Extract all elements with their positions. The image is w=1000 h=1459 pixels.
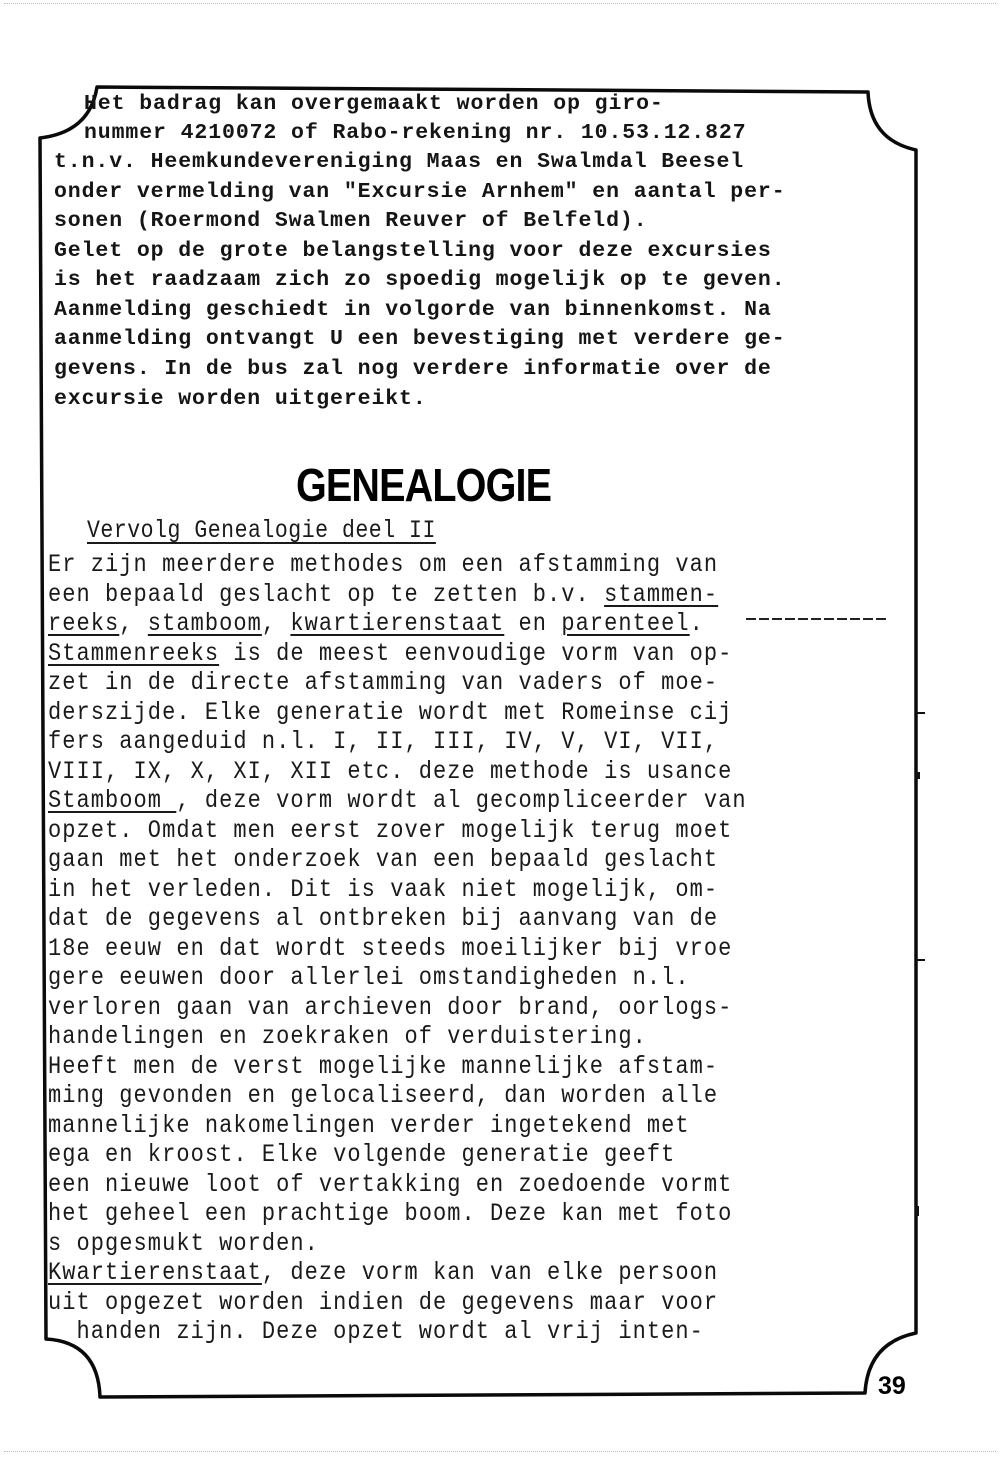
body-line: gere eeuwen door allerlei omstandigheden n.l. bbox=[48, 963, 690, 992]
body-line: het geheel een prachtige boom. Deze kan met foto bbox=[48, 1199, 733, 1228]
text: is de meest eenvoudige vorm van op- bbox=[219, 639, 733, 668]
text: , deze vorm kan van elke persoon bbox=[261, 1258, 719, 1287]
body-line: VIII, IX, X, XI, XII etc. deze methode is usance bbox=[48, 757, 733, 786]
term-kwartierenstaat: Kwartierenstaat bbox=[48, 1258, 262, 1287]
announcement-line: Aanmelding geschiedt in volgorde van binnenkomst. Na bbox=[54, 298, 772, 322]
body-line: gaan met het onderzoek van een bepaald geslacht bbox=[48, 845, 719, 874]
body-line: Heeft men de verst mogelijke mannelijke afstam- bbox=[48, 1052, 719, 1081]
announcement-line: t.n.v. Heemkundevereniging Maas en Swalmdal Beesel bbox=[54, 150, 745, 174]
term-kwartierenstaat: kwartierenstaat bbox=[290, 609, 505, 638]
margin-mark bbox=[915, 772, 920, 779]
announcement-line: gevens. In de bus zal nog verdere informatie over de bbox=[54, 357, 772, 381]
announcement-line: excursie worden uitgereikt. bbox=[54, 387, 427, 411]
body-line: een nieuwe loot of vertakking en zoedoende vormt bbox=[48, 1170, 733, 1199]
announcement-line: aanmelding ontvangt U een bevestiging met verdere ge- bbox=[54, 327, 786, 351]
announcement-line: is het raadzaam zich zo spoedig mogelijk op te geven. bbox=[54, 268, 786, 292]
margin-mark bbox=[915, 1206, 919, 1216]
body-line: verloren gaan van archieven door brand, oorlogs- bbox=[48, 993, 733, 1022]
text: , bbox=[119, 609, 148, 638]
body-line bbox=[48, 609, 704, 638]
body-line: s opgesmukt worden. bbox=[48, 1229, 319, 1258]
text: , deze vorm wordt al gecompliceerder van bbox=[176, 786, 747, 815]
term-stamboom: stamboom bbox=[147, 609, 262, 638]
announcement-line: Gelet op de grote belangstelling voor deze excursies bbox=[54, 239, 772, 263]
body-line bbox=[48, 639, 732, 668]
term-reeks: reeks bbox=[48, 609, 120, 638]
scan-edge-bottom bbox=[4, 1451, 996, 1453]
body-line: Er zijn meerdere methodes om een afstamming van bbox=[48, 550, 719, 579]
body-line: fers aangeduid n.l. I, II, III, IV, V, VI, VII, bbox=[48, 727, 719, 756]
announcement-line: sonen (Roermond Swalmen Reuver of Belfeld). bbox=[54, 209, 648, 233]
announcement-line: nummer 4210072 of Rabo-rekening nr. 10.53.12.827 bbox=[84, 121, 747, 145]
announcement-line: Het badrag kan overgemaakt worden op giro- bbox=[84, 92, 664, 116]
text: een bepaald geslacht op te zetten b.v. bbox=[48, 580, 605, 609]
body-line: handen zijn. Deze opzet wordt al vrij inten- bbox=[48, 1317, 704, 1346]
body-line: dat de gegevens al ontbreken bij aanvang van de bbox=[48, 904, 719, 933]
term-stammenreeks: Stammenreeks bbox=[48, 639, 220, 668]
body-line: 18e eeuw en dat wordt steeds moeilijker bij vroe bbox=[48, 934, 733, 963]
body-line: opzet. Omdat men eerst zover mogelijk terug moet bbox=[48, 816, 733, 845]
term-stamboom: Stamboom bbox=[48, 786, 177, 815]
term-parenteel: parenteel bbox=[561, 609, 690, 638]
body-line: ming gevonden en gelocaliseerd, dan worden alle bbox=[48, 1081, 719, 1110]
announcement-line: onder vermelding van "Excursie Arnhem" en aantal per- bbox=[54, 180, 786, 204]
article-subtitle: Vervolg Genealogie deel II bbox=[87, 516, 436, 545]
body-line bbox=[48, 580, 718, 609]
body-line: ega en kroost. Elke volgende generatie geeft bbox=[48, 1140, 676, 1169]
body-line: zet in de directe afstamming van vaders of moe- bbox=[48, 668, 719, 697]
text: , bbox=[261, 609, 291, 638]
body-line bbox=[48, 786, 747, 815]
section-heading: GENEALOGIE bbox=[296, 459, 552, 511]
text: en bbox=[504, 609, 562, 638]
body-line: uit opgezet worden indien de gegevens maar voor bbox=[48, 1288, 719, 1317]
page-number: 39 bbox=[878, 1372, 906, 1400]
body-line: derszijde. Elke generatie wordt met Romeinse cij bbox=[48, 698, 733, 727]
body-line: mannelijke nakomelingen verder ingetekend met bbox=[48, 1111, 690, 1140]
body-line bbox=[48, 1258, 718, 1287]
text: . bbox=[689, 609, 704, 638]
term-stammenreeks: stammen- bbox=[604, 580, 719, 609]
body-line: handelingen en zoekraken of verduistering. bbox=[48, 1022, 647, 1051]
body-line: in het verleden. Dit is vaak niet mogelijk, om- bbox=[48, 875, 719, 904]
